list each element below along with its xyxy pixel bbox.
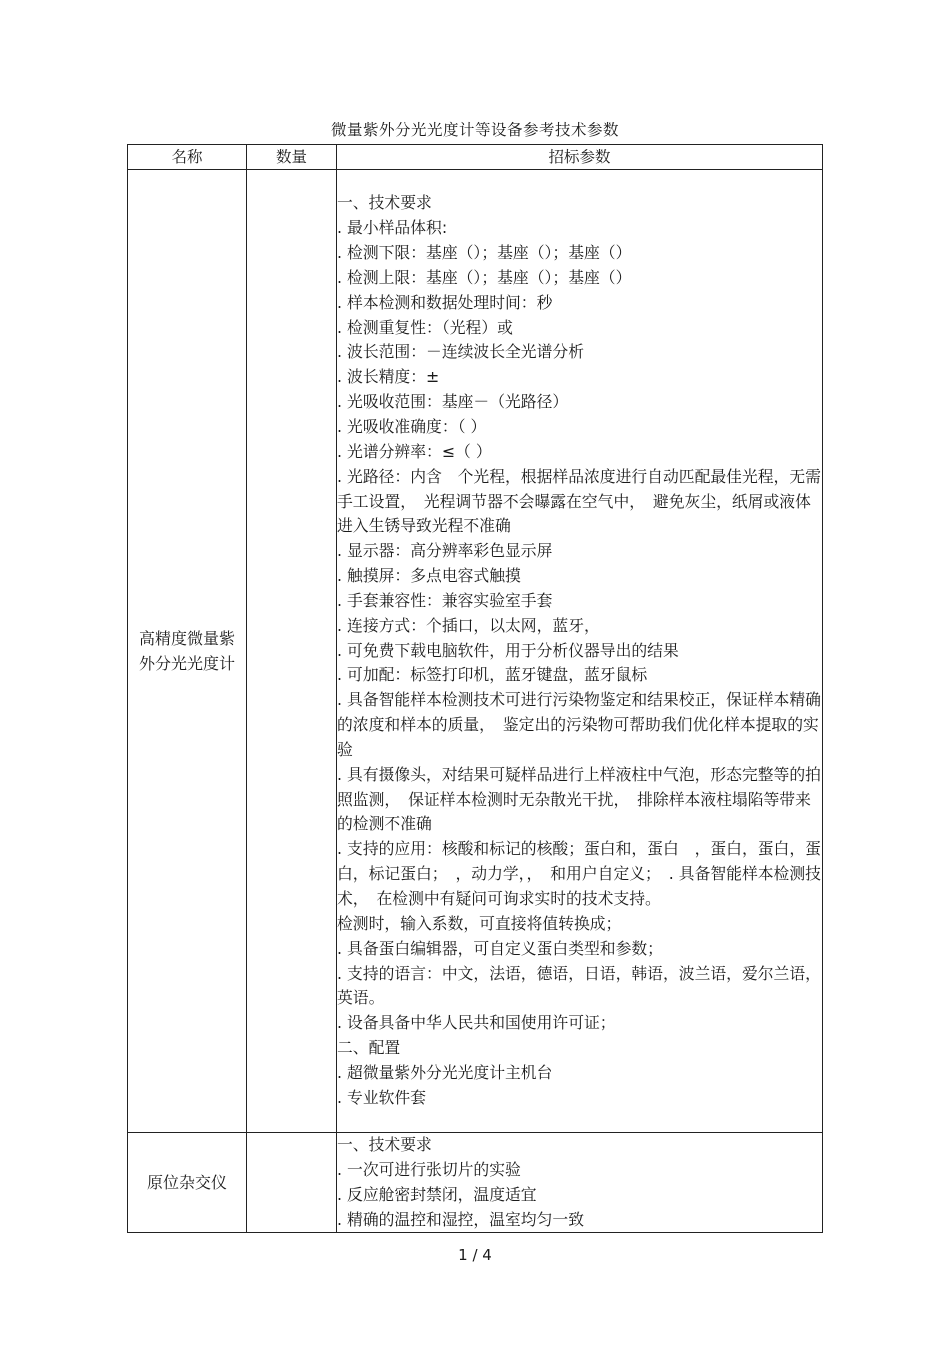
param-line: . 光吸收范围：基座－（光路径） — [337, 392, 569, 412]
item-quantity — [247, 1133, 337, 1233]
item-name-text: 高精度微量紫外分光光度计 — [139, 629, 236, 673]
param-line: . 具备蛋白编辑器，可自定义蛋白类型和参数； — [337, 938, 663, 958]
item-params — [337, 1133, 823, 1233]
table-header-row — [128, 145, 823, 170]
param-line: . 触摸屏：多点电容式触摸 — [337, 566, 521, 586]
item-name — [128, 170, 247, 1133]
param-line: . 光路径：内含 个光程，根据样品浓度进行自动匹配最佳光程，无需手工设置， 光程调节器不会曝露在空气中， 避免灰尘，纸屑或液体进入生锈导致光程不准确 — [337, 466, 821, 536]
param-line: 检测时，输入系数，可直接将值转换成； — [337, 913, 622, 933]
param-line: . 检测上限：基座（）；基座（）；基座（） — [337, 267, 632, 287]
param-line: . 一次可进行张切片的实验 — [337, 1159, 521, 1179]
header-params: 招标参数 — [337, 145, 823, 170]
item-name: 原位杂交仪 — [128, 1133, 247, 1233]
param-line: . 支持的应用：核酸和标记的核酸；蛋白和，蛋白 ，蛋白，蛋白，蛋白，标记蛋白； ，动力学，， 和用户自定义； . 具备智能样本检测技术， 在检测中有疑问可询求实时的技术支持。 — [337, 839, 821, 909]
param-line: . 专业软件套 — [337, 1087, 427, 1107]
param-line: . 手套兼容性：兼容实验室手套 — [337, 590, 553, 610]
param-line: . 样本检测和数据处理时间：秒 — [337, 292, 553, 312]
param-line: . 显示器：高分辨率彩色显示屏 — [337, 541, 553, 561]
param-line: . 可加配：标签打印机，蓝牙键盘，蓝牙鼠标 — [337, 665, 648, 685]
item-params — [337, 170, 823, 1133]
param-line: . 检测重复性：（光程）或 — [337, 317, 513, 337]
param-line: . 支持的语言：中文，法语，德语，日语，韩语，波兰语，爱尔兰语，英语。 — [337, 963, 821, 1008]
header-name: 名称 — [128, 145, 247, 170]
param-line: . 波长范围：－连续波长全光谱分析 — [337, 342, 584, 362]
table-row — [128, 1133, 823, 1233]
param-line: 一、技术要求 — [337, 1135, 432, 1154]
table-row — [128, 170, 823, 1133]
item-quantity — [247, 170, 337, 1133]
param-line: . 光吸收准确度：（ ） — [337, 416, 487, 436]
param-line: . 检测下限：基座（）；基座（）；基座（） — [337, 243, 632, 263]
param-line: . 可免费下载电脑软件，用于分析仪器导出的结果 — [337, 640, 679, 660]
param-line: . 光谱分辨率：≤（ ） — [337, 441, 492, 461]
param-line: . 波长精度：± — [337, 367, 440, 387]
page-number: 1 / 4 — [458, 1246, 492, 1264]
param-line: . 具备智能样本检测技术可进行污染物鉴定和结果校正，保证样本精确的浓度和样本的质量， 鉴定出的污染物可帮助我们优化样本提取的实验 — [337, 690, 821, 759]
param-line: 一、技术要求 — [337, 193, 432, 213]
param-line: . 超微量紫外分光光度计主机台 — [337, 1062, 553, 1082]
param-line: . 最小样品体积: — [337, 218, 448, 238]
header-quantity: 数量 — [247, 145, 337, 170]
param-line: . 具有摄像头，对结果可疑样品进行上样液柱中气泡，形态完整等的拍照监测， 保证样本检测时无杂散光干扰， 排除样本液柱塌陷等带来的检测不准确 — [337, 764, 821, 834]
param-line: 二、配置 — [337, 1038, 401, 1058]
param-line: . 连接方式：个插口，以太网，蓝牙， — [337, 615, 600, 635]
param-line: . 设备具备中华人民共和国使用许可证； — [337, 1013, 616, 1033]
param-line: . 精确的温控和湿控，温室均匀一致 — [337, 1209, 584, 1229]
document-title: 微量紫外分光光度计等设备参考技术参数 — [330, 121, 619, 139]
param-line: . 反应舱密封禁闭，温度适宜 — [337, 1184, 537, 1204]
spec-table — [127, 144, 823, 1233]
